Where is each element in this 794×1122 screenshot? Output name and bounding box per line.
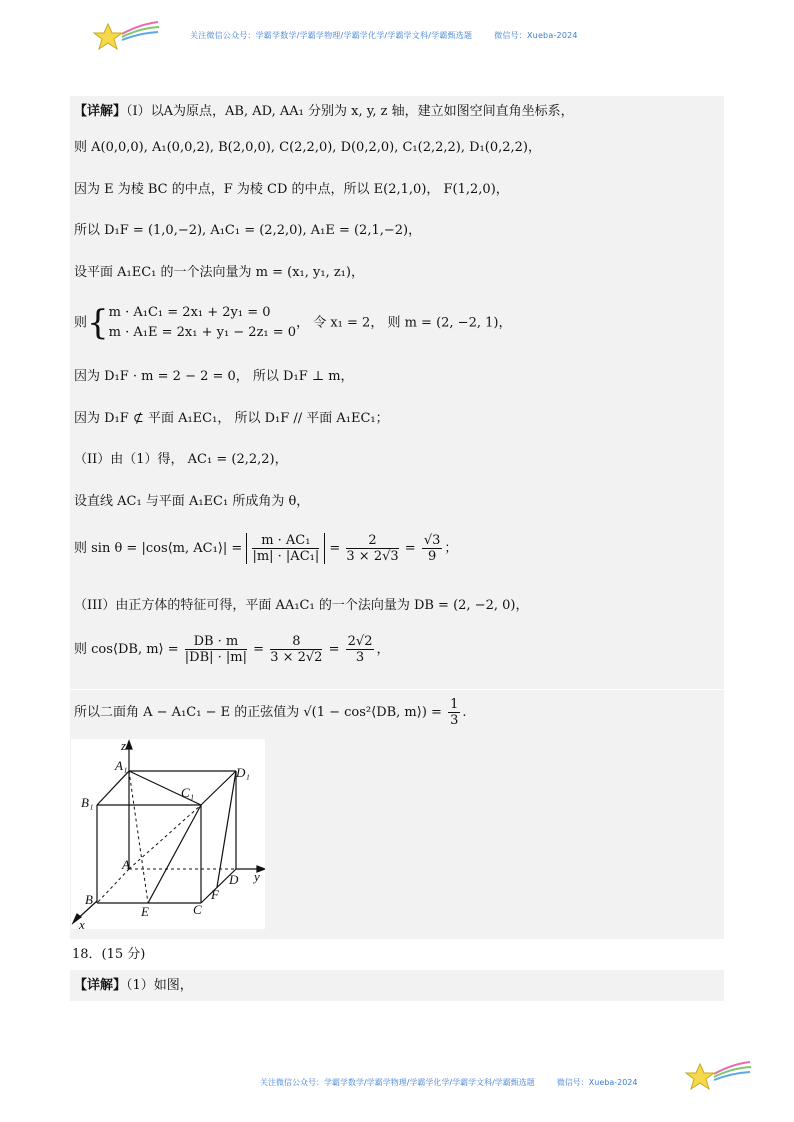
solution-line-12: （III）由正方体的特征可得，平面 AA₁C₁ 的一个法向量为 DB = (2, −2, 0)， <box>74 598 529 613</box>
equation-system: m · A₁C₁ = 2x₁ + 2y₁ = 0 m · A₁E = 2x₁ + y₁ − 2z₁ = 0 <box>108 305 297 340</box>
solution-line-6: 则{ m · A₁C₁ = 2x₁ + 2y₁ = 0 m · A₁E = 2x₁ + y₁ − 2z₁ = 0 ， 令 x₁ = 2， 则 m = (2, −2, 1)， <box>74 303 512 343</box>
detail-tag: 【详解】 <box>74 978 127 993</box>
solution-line-9: （II）由（1）得， AC₁ = (2,2,2)， <box>74 452 288 467</box>
solution-line-8: 因为 D₁F ⊄ 平面 A₁EC₁， 所以 D₁F // 平面 A₁EC₁； <box>74 411 389 426</box>
solution-line-10: 设直线 AC₁ 与平面 A₁EC₁ 所成角为 θ， <box>74 494 310 509</box>
label-A1: A₁ <box>115 758 128 773</box>
label-B1: B₁ <box>81 795 94 810</box>
fraction: $\frac{\text{m · AC₁}}{\text{|m| · |AC₁|}}$ <box>252 533 320 564</box>
solution-line-13: 则 cos⟨DB, m⟩ = $\frac{DB \cdot m}{|DB| \cdot |m|}$ = $\frac{8}{3 \times 2√2}$ = $\frac{2√2}{3}$ ， <box>74 634 390 665</box>
page-header <box>190 30 578 41</box>
label-y: y <box>254 869 260 884</box>
cube-diagram <box>71 739 265 929</box>
solution-line-4: 所以 D₁F = (1,0,−2), A₁C₁ = (2,2,0), A₁E = (2,1,−2)， <box>74 223 422 238</box>
solution-line-5: 设平面 A₁EC₁ 的一个法向量为 m = (x₁, y₁, z₁)， <box>74 265 364 280</box>
fraction: $\frac{2√2}{3}$ <box>347 634 373 665</box>
label-D: D <box>229 872 239 887</box>
header-text: 关注微信公众号：学霸学数学/学霸学物理/学霸学化学/学霸学文科/学霸甄选题 <box>190 31 473 40</box>
page-footer <box>260 1077 637 1088</box>
label-C1: C₁ <box>181 785 195 800</box>
footer-wechat: 微信号：Xueba-2024 <box>556 1078 638 1087</box>
label-F: F <box>211 887 219 902</box>
cube-figure <box>71 739 265 929</box>
star-logo-header <box>92 18 162 58</box>
solution-line-2: 则 A(0,0,0), A₁(0,0,2), B(2,0,0), C(2,2,0), D(0,2,0), C₁(2,2,2), D₁(0,2,2)， <box>74 140 541 155</box>
label-C: C <box>193 902 202 917</box>
label-E: E <box>141 904 149 919</box>
fraction: $\frac{8}{3 \times 2√2}$ <box>270 634 323 665</box>
fraction: $\frac{2}{3 \times 2√3}$ <box>346 533 399 564</box>
q18-number: 18．(15 分) <box>72 947 146 962</box>
label-B: B <box>85 892 93 907</box>
header-wechat: 微信号：Xueba-2024 <box>494 31 578 40</box>
solution-line-1: 【详解】（I）以A为原点，AB, AD, AA₁ 分别为 x, y, z 轴，建立如图空间直角坐标系， <box>74 104 574 119</box>
label-A: A <box>122 857 130 872</box>
label-x: x <box>79 917 85 929</box>
label-D1: D₁ <box>236 765 250 780</box>
label-z: z <box>121 739 127 753</box>
system-brace: { <box>87 303 109 343</box>
solution-line-3: 因为 E 为棱 BC 的中点，F 为棱 CD 的中点，所以 E(2,1,0)， F(1,2,0)， <box>74 182 509 197</box>
fraction: $\frac{√3}{9}$ <box>423 533 441 564</box>
detail-tag: 【详解】 <box>74 104 127 119</box>
fraction: $\frac{DB \cdot m}{|DB| \cdot |m|}$ <box>184 634 248 665</box>
q18-line-1: 【详解】（1）如图， <box>74 978 193 993</box>
solution-line-7: 因为 D₁F · m = 2 − 2 = 0， 所以 D₁F ⊥ m， <box>74 369 354 384</box>
solution-line-14: 所以二面角 A − A₁C₁ − E 的正弦值为 √(1 − cos²⟨DB, m⟩) = $\frac{1}{3}$ . <box>74 697 467 728</box>
star-logo-footer <box>684 1058 754 1098</box>
solution-line-11: 则 sin θ = |cos⟨m, AC₁⟩| = $\frac{\text{m · AC₁}}{\text{|m| · |AC₁|}}$ = $\frac{2}{3 \times 2√3}$ = $\frac{√3}{9}$ ； <box>74 533 458 564</box>
abs-value <box>246 533 325 564</box>
fraction: $\frac{1}{3}$ <box>450 697 459 728</box>
footer-text: 关注微信公众号：学霸学数学/学霸学物理/学霸学化学/学霸学文科/学霸甄选题 <box>260 1078 535 1087</box>
